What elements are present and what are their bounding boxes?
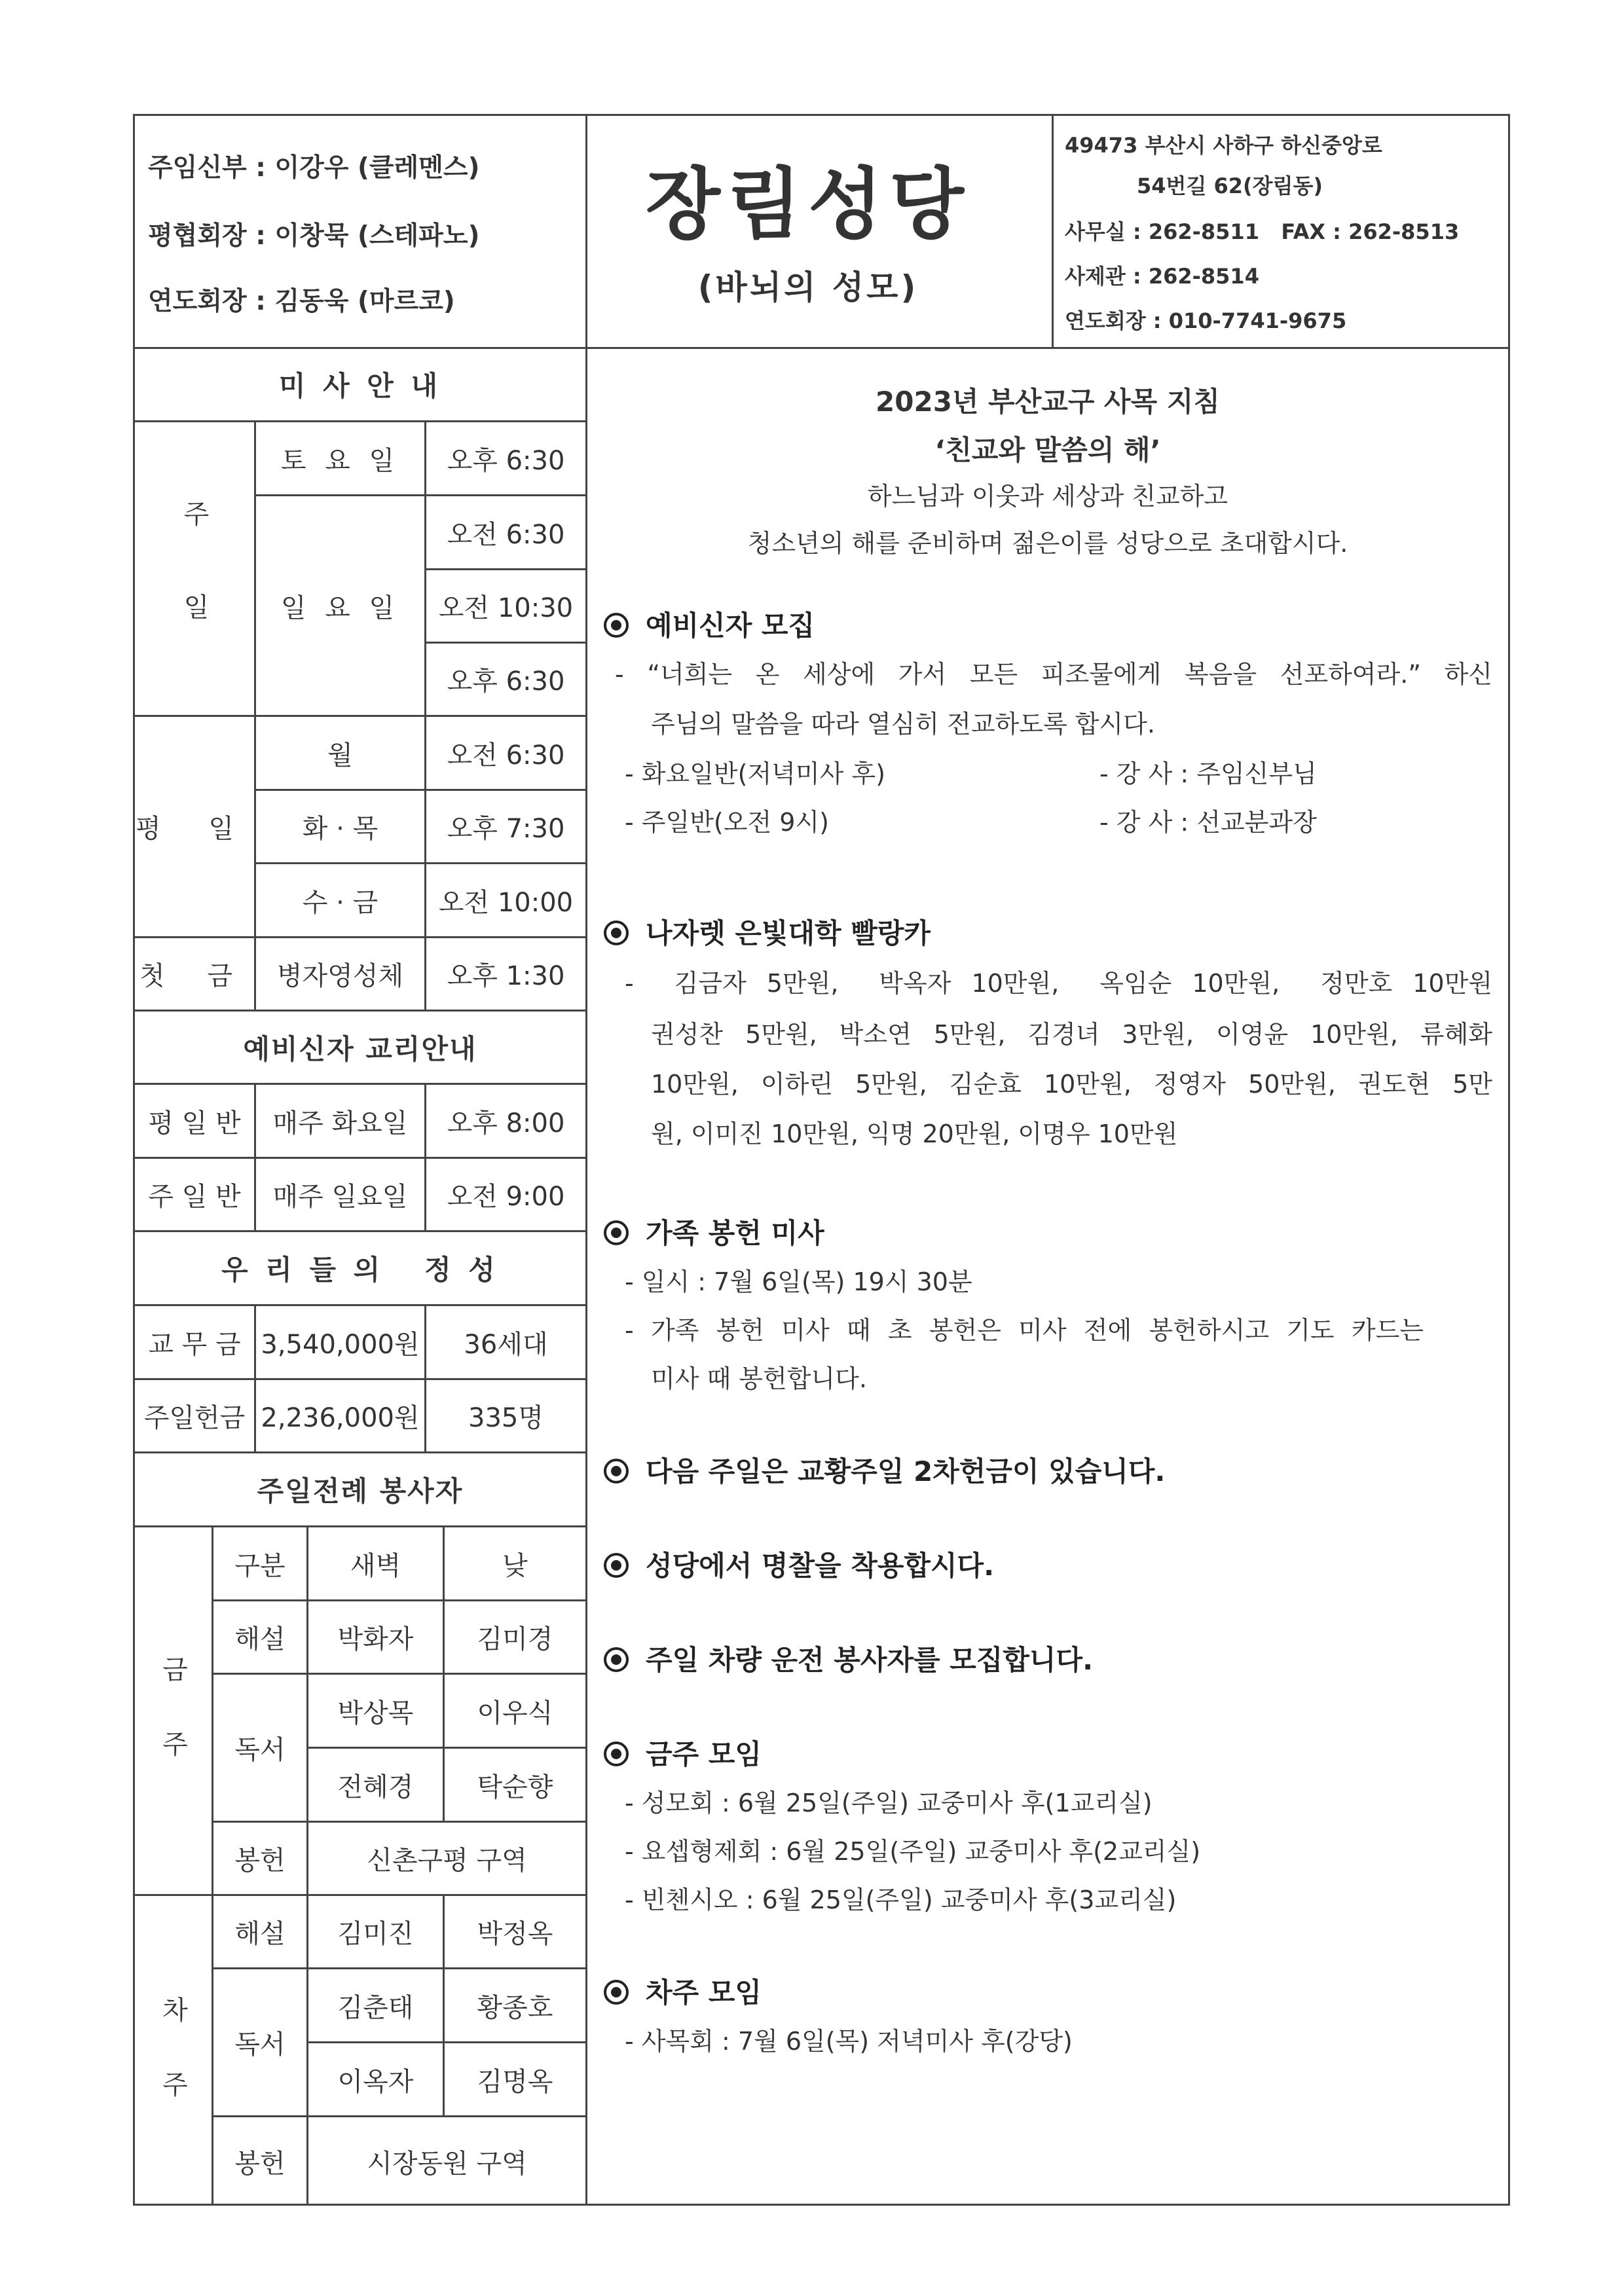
col-dawn-header: 새벽 — [308, 1527, 445, 1601]
section-silver-university: 나자렛 은빛대학 빨랑카 — [604, 912, 931, 951]
tue-thu-time: 오후 7:30 — [426, 791, 585, 864]
monday-label: 월 — [256, 717, 426, 791]
saturday-label: 토 요 일 — [256, 422, 426, 496]
notice-line: 주님의 말씀을 따라 열심히 전교하도록 합시다. — [651, 710, 1155, 738]
offering-row-count: 335명 — [426, 1380, 585, 1453]
offering-row-count: 36세대 — [426, 1306, 585, 1380]
tue-thu-label: 화 · 목 — [256, 791, 426, 864]
reading-label: 독서 — [213, 1675, 308, 1823]
server-name: 이우식 — [445, 1675, 585, 1749]
server-name: 황종호 — [445, 1969, 585, 2043]
bullseye-icon — [604, 1220, 629, 1245]
pastoral-guideline-theme: ‘친교와 말씀의 해’ — [934, 434, 1161, 466]
commentary-label: 해설 — [213, 1896, 308, 1969]
bullseye-icon — [604, 1459, 629, 1484]
notice-line: - 성모회 : 6월 25일(주일) 교중미사 후(1교리실) — [625, 1789, 1153, 1817]
notice-line: 미사 때 봉헌합니다. — [651, 1364, 867, 1393]
pastor-line: 주임신부 : 이강우 (클레멘스) — [148, 153, 480, 183]
section-papal-collection: 다음 주일은 교황주일 2차헌금이 있습니다. — [604, 1450, 1165, 1489]
notice-line: - 요셉형제회 : 6월 25일(주일) 교중미사 후(2교리실) — [625, 1837, 1201, 1866]
notice-line: - 강 사 : 선교분과장 — [1099, 808, 1317, 837]
catechumen-row-time: 오전 9:00 — [426, 1159, 585, 1232]
server-name: 박정옥 — [445, 1896, 585, 1969]
address-line-1: 49473 부산시 사하구 하신중앙로 — [1065, 133, 1382, 158]
server-name: 김미진 — [308, 1896, 445, 1969]
section-family-mass: 가족 봉헌 미사 — [604, 1212, 824, 1251]
notice-line: - “너희는 온 세상에 가서 모든 피조물에게 복음을 선포하여라.” 하신 — [615, 660, 1492, 689]
pastoral-guideline-line: 하느님과 이웃과 세상과 친교하고 — [867, 482, 1228, 511]
section-name-tags: 성당에서 명찰을 착용합시다. — [604, 1544, 994, 1584]
notice-line: - 일시 : 7월 6일(목) 19시 30분 — [625, 1267, 972, 1296]
catechumen-row-name: 주 일 반 — [135, 1159, 256, 1232]
mass-title: 미 사 안 내 — [135, 348, 585, 422]
notice-line: 원, 이미진 10만원, 익명 20만원, 이명우 10만원 — [651, 1120, 1178, 1148]
server-name: 김미경 — [445, 1601, 585, 1675]
section-catechumen: 예비신자 모집 — [604, 604, 815, 644]
address-line-2: 54번길 62(장림동) — [1137, 173, 1323, 198]
bulletin-sheet — [133, 114, 1510, 2206]
server-name: 김명옥 — [445, 2043, 585, 2117]
pastoral-guideline-heading: 2023년 부산교구 사목 지침 — [876, 386, 1220, 418]
sick-communion-time: 오후 1:30 — [426, 938, 585, 1011]
bullseye-icon — [604, 613, 629, 638]
sunday-time-2: 오전 10:30 — [426, 570, 585, 644]
section-drivers: 주일 차량 운전 봉사자를 모집합니다. — [604, 1639, 1093, 1678]
bullseye-icon — [604, 920, 629, 945]
notice-line: - 화요일반(저녁미사 후) — [625, 759, 885, 788]
yeondo-phone: 연도회장 : 010-7741-9675 — [1065, 308, 1347, 333]
yeondo-president-line: 연도회장 : 김동욱 (마르코) — [148, 287, 455, 316]
sick-communion-label: 병자영성체 — [256, 938, 426, 1011]
catechumen-row-name: 평 일 반 — [135, 1085, 256, 1159]
offertory-label: 봉헌 — [213, 1823, 308, 1896]
server-name: 김춘태 — [308, 1969, 445, 2043]
rectory-phone: 사제관 : 262-8514 — [1065, 264, 1259, 289]
notice-line: - 가족 봉헌 미사 때 초 봉헌은 미사 전에 봉헌하시고 기도 카드는 — [625, 1316, 1424, 1345]
reading-label: 독서 — [213, 1969, 308, 2117]
office-phone: 사무실 : 262-8511 FAX : 262-8513 — [1065, 219, 1460, 244]
first-friday-label: 첫 금 — [135, 938, 256, 1011]
next-week-label: 차 주 — [135, 1896, 213, 2206]
offertory-group: 신촌구평 구역 — [308, 1823, 585, 1896]
server-name: 박상목 — [308, 1675, 445, 1749]
sunday-label: 주 일 — [135, 422, 256, 717]
servers-title: 주일전례 봉사자 — [135, 1453, 585, 1527]
divider — [1052, 116, 1054, 348]
weekday-label: 평 일 — [135, 717, 256, 938]
catechumen-title: 예비신자 교리안내 — [135, 1011, 585, 1085]
church-subtitle: (바뇌의 성모) — [697, 268, 919, 306]
bullseye-icon — [604, 1980, 629, 2005]
catechumen-row-day: 매주 일요일 — [256, 1159, 426, 1232]
offering-row-amount: 2,236,000원 — [256, 1380, 426, 1453]
offering-row-label: 주일헌금 — [135, 1380, 256, 1453]
server-name: 전혜경 — [308, 1749, 445, 1823]
catechumen-row-day: 매주 화요일 — [256, 1085, 426, 1159]
divider — [585, 116, 587, 348]
wed-fri-time: 오전 10:00 — [426, 864, 585, 938]
col-type-header: 구분 — [213, 1527, 308, 1601]
notice-line: - 빈첸시오 : 6월 25일(주일) 교중미사 후(3교리실) — [625, 1886, 1177, 1914]
bullseye-icon — [604, 1647, 629, 1672]
monday-time: 오전 6:30 — [426, 717, 585, 791]
notice-line: 권성찬 5만원, 박소연 5만원, 김경녀 3만원, 이영윤 10만원, 류혜화 — [651, 1020, 1492, 1049]
council-president-line: 평협회장 : 이창묵 (스테파노) — [148, 221, 480, 251]
section-next-week-meetings: 차주 모임 — [604, 1971, 762, 2011]
church-title: 장림성당 — [646, 159, 970, 249]
offering-row-label: 교 무 금 — [135, 1306, 256, 1380]
commentary-label: 해설 — [213, 1601, 308, 1675]
notice-line: - 김금자 5만원, 박옥자 10만원, 옥임순 10만원, 정만호 10만원 — [625, 969, 1492, 998]
notice-column — [585, 348, 1510, 2206]
offering-title: 우 리 들 의 정 성 — [135, 1232, 585, 1306]
this-week-label: 금 주 — [135, 1527, 213, 1896]
notice-line: - 사목회 : 7월 6일(목) 저녁미사 후(강당) — [625, 2027, 1073, 2056]
catechumen-row-time: 오후 8:00 — [426, 1085, 585, 1159]
server-name: 탁순향 — [445, 1749, 585, 1823]
pastoral-guideline-line: 청소년의 해를 준비하며 젊은이를 성당으로 초대합시다. — [747, 529, 1348, 558]
col-day-header: 낮 — [445, 1527, 585, 1601]
offertory-label: 봉헌 — [213, 2117, 308, 2206]
saturday-time: 오후 6:30 — [426, 422, 585, 496]
bullseye-icon — [604, 1553, 629, 1578]
sunday-time-3: 오후 6:30 — [426, 644, 585, 717]
notice-line: - 주일반(오전 9시) — [625, 808, 829, 837]
section-this-week-meetings: 금주 모임 — [604, 1733, 762, 1772]
server-name: 이옥자 — [308, 2043, 445, 2117]
offering-row-amount: 3,540,000원 — [256, 1306, 426, 1380]
wed-fri-label: 수 · 금 — [256, 864, 426, 938]
sunday-time-1: 오전 6:30 — [426, 496, 585, 570]
notice-line: 10만원, 이하린 5만원, 김순효 10만원, 정영자 50만원, 권도현 5만 — [651, 1070, 1492, 1099]
offertory-group: 시장동원 구역 — [367, 2149, 527, 2179]
bullseye-icon — [604, 1741, 629, 1766]
sunday-day-label: 일 요 일 — [256, 496, 426, 717]
notice-line: - 강 사 : 주임신부님 — [1099, 759, 1317, 788]
server-name: 박화자 — [308, 1601, 445, 1675]
